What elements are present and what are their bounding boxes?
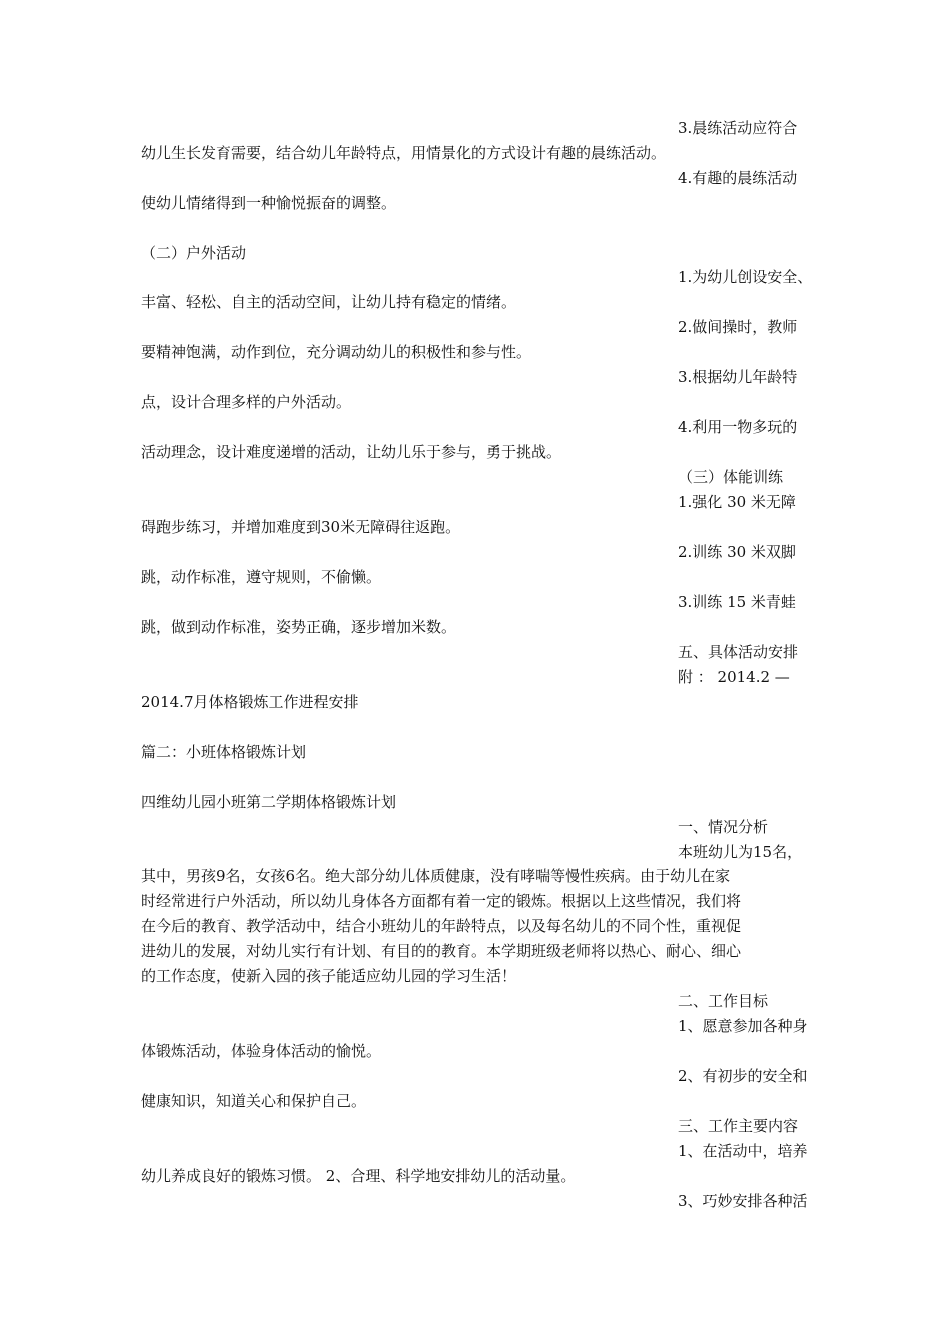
section-heading: （三）体能训练 xyxy=(678,468,784,486)
text-line: 进幼儿的发展，对幼儿实行有计划、有目的的教育。本学期班级老师将以热心、耐心、细心 xyxy=(141,942,742,960)
text-line: 在今后的教育、教学活动中，结合小班幼儿的年龄特点，以及每名幼儿的不同个性，重视促 xyxy=(141,917,742,935)
text-line: 时经常进行户外活动，所以幼儿身体各方面都有着一定的锻炼。根据以上这些情况，我们将 xyxy=(141,892,742,910)
section-heading: 一、情况分析 xyxy=(678,818,769,836)
text-line: 3.晨练活动应符合 xyxy=(678,119,798,137)
text-line: 4.利用一物多玩的 xyxy=(678,418,798,436)
text-line: 跳，做到动作标准，姿势正确，逐步增加米数。 xyxy=(141,618,457,636)
text-line: 体锻炼活动，体验身体活动的愉悦。 xyxy=(141,1042,382,1060)
text-line: 4.有趣的晨练活动 xyxy=(678,169,798,187)
text-line: 的工作态度，使新入园的孩子能适应幼儿园的学习生活！ xyxy=(141,967,517,985)
text-line: 丰富、轻松、自主的活动空间，让幼儿持有稳定的情绪。 xyxy=(141,293,517,311)
section-heading: （二）户外活动 xyxy=(141,244,247,262)
text-line: 2014.7月体格锻炼工作进程安排 xyxy=(141,693,359,711)
text-line: 幼儿生长发育需要，结合幼儿年龄特点，用情景化的方式设计有趣的晨练活动。 xyxy=(141,144,667,162)
chapter-title: 篇二：小班体格锻炼计划 xyxy=(141,743,307,761)
text-line: 健康知识，知道关心和保护自己。 xyxy=(141,1092,367,1110)
text-line: 1、在活动中，培养 xyxy=(678,1142,808,1160)
text-line: 点，设计合理多样的户外活动。 xyxy=(141,393,352,411)
text-line: 3.训练 15 米青蛙 xyxy=(678,593,796,611)
text-line: 附 ： 2014.2 — xyxy=(678,668,790,686)
text-line: 碍跑步练习，并增加难度到30米无障碍往返跑。 xyxy=(141,518,461,536)
text-line: 1.为幼儿创设安全、 xyxy=(678,268,813,286)
text-line: 幼儿养成良好的锻炼习惯。 2、合理、科学地安排幼儿的活动量。 xyxy=(141,1167,576,1185)
text-line: 2、有初步的安全和 xyxy=(678,1067,808,1085)
text-line: 1.强化 30 米无障 xyxy=(678,493,796,511)
text-line: 2.做间操时，教师 xyxy=(678,318,798,336)
text-line: 使幼儿情绪得到一种愉悦振奋的调整。 xyxy=(141,194,397,212)
section-heading: 三、工作主要内容 xyxy=(678,1117,799,1135)
section-heading: 五、具体活动安排 xyxy=(678,643,799,661)
text-line: 3.根据幼儿年龄特 xyxy=(678,368,798,386)
text-line: 要精神饱满，动作到位，充分调动幼儿的积极性和参与性。 xyxy=(141,343,532,361)
text-line: 其中，男孩9名，女孩6名。绝大部分幼儿体质健康，没有哮喘等慢性疾病。由于幼儿在家 xyxy=(141,867,731,885)
section-heading: 二、工作目标 xyxy=(678,992,769,1010)
text-line: 本班幼儿为15名， xyxy=(678,843,803,861)
text-line: 跳，动作标准，遵守规则，不偷懒。 xyxy=(141,568,382,586)
text-line: 1、愿意参加各种身 xyxy=(678,1017,808,1035)
text-line: 3、巧妙安排各种活 xyxy=(678,1192,808,1210)
text-line: 2.训练 30 米双脚 xyxy=(678,543,796,561)
document-title: 四维幼儿园小班第二学期体格锻炼计划 xyxy=(141,793,397,811)
text-line: 活动理念，设计难度递增的活动，让幼儿乐于参与，勇于挑战。 xyxy=(141,443,562,461)
